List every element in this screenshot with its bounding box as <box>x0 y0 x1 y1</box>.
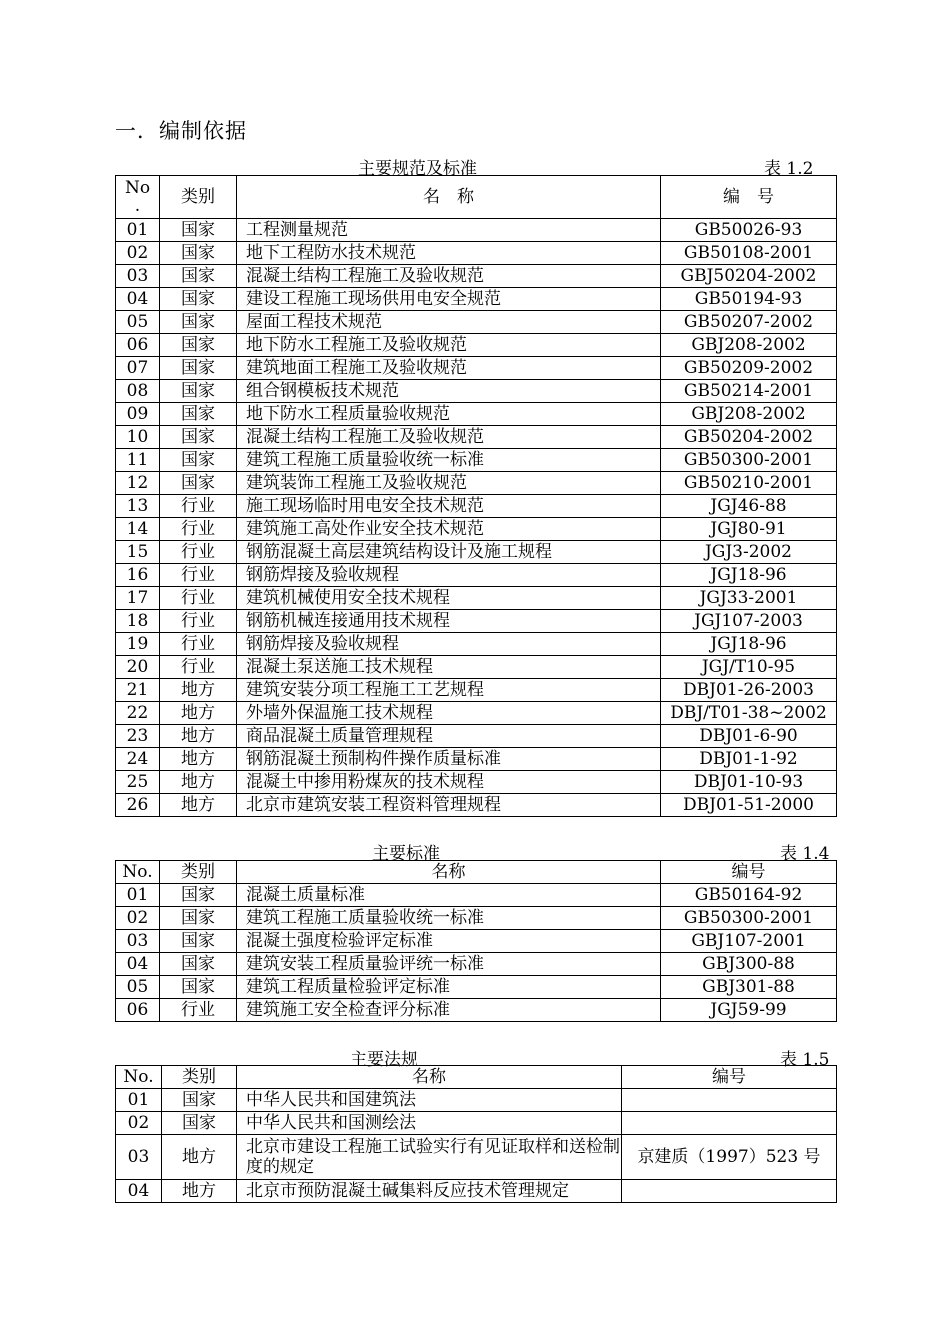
table3-header-no: No. <box>116 1066 162 1089</box>
cell-name: 建筑工程施工质量验收统一标准 <box>237 907 661 930</box>
cell-code: JGJ18-96 <box>661 633 837 656</box>
cell-type: 行业 <box>160 495 237 518</box>
table1-standards <box>115 175 837 817</box>
cell-type: 国家 <box>160 403 237 426</box>
table-row <box>116 288 837 311</box>
cell-code: JGJ33-2001 <box>661 587 837 610</box>
cell-name: 外墙外保温施工技术规程 <box>237 702 661 725</box>
cell-name: 建筑工程施工质量验收统一标准 <box>237 449 661 472</box>
table3-header-code: 编号 <box>622 1066 837 1089</box>
cell-code: GB50300-2001 <box>661 449 837 472</box>
table2-header-type: 类别 <box>160 861 237 884</box>
cell-no: 01 <box>116 1089 162 1112</box>
cell-name: 建筑安装分项工程施工工艺规程 <box>237 679 661 702</box>
cell-type: 行业 <box>160 610 237 633</box>
cell-type: 行业 <box>160 518 237 541</box>
cell-type: 国家 <box>160 907 237 930</box>
cell-no: 11 <box>116 449 160 472</box>
table-row <box>116 610 837 633</box>
table1-header-no-top: No <box>124 178 151 198</box>
cell-type: 国家 <box>160 357 237 380</box>
table1-body <box>116 219 837 817</box>
table2-body <box>116 884 837 1022</box>
table-row <box>116 587 837 610</box>
table-row <box>116 334 837 357</box>
cell-no: 17 <box>116 587 160 610</box>
table1-header-type: 类别 <box>160 176 237 219</box>
table3-regulations <box>115 1065 837 1203</box>
cell-name: 建筑地面工程施工及验收规范 <box>237 357 661 380</box>
cell-name: 北京市预防混凝土碱集料反应技术管理规定 <box>237 1180 622 1203</box>
table-row <box>116 242 837 265</box>
cell-code: JGJ/T10-95 <box>661 656 837 679</box>
cell-no: 09 <box>116 403 160 426</box>
cell-type: 国家 <box>160 472 237 495</box>
cell-code: GB50108-2001 <box>661 242 837 265</box>
cell-no: 04 <box>116 1180 162 1203</box>
section-heading: 一．编制依据 <box>115 119 247 143</box>
cell-type: 国家 <box>160 953 237 976</box>
table-row <box>116 725 837 748</box>
cell-no: 03 <box>116 930 160 953</box>
cell-name: 钢筋机械连接通用技术规程 <box>237 610 661 633</box>
table3-header-type: 类别 <box>162 1066 237 1089</box>
table-row <box>116 1135 837 1180</box>
table-row <box>116 426 837 449</box>
cell-name: 屋面工程技术规范 <box>237 311 661 334</box>
table-row <box>116 219 837 242</box>
table1-header-code: 编 号 <box>661 176 837 219</box>
table-row <box>116 1112 837 1135</box>
table-row <box>116 999 837 1022</box>
table-row <box>116 976 837 999</box>
cell-name: 中华人民共和国测绘法 <box>237 1112 622 1135</box>
cell-no: 15 <box>116 541 160 564</box>
cell-no: 05 <box>116 976 160 999</box>
table1-number: 表 1.2 <box>764 159 814 179</box>
cell-no: 12 <box>116 472 160 495</box>
cell-code: GB50300-2001 <box>661 907 837 930</box>
cell-code: GB50209-2002 <box>661 357 837 380</box>
cell-no: 22 <box>116 702 160 725</box>
cell-no: 19 <box>116 633 160 656</box>
cell-name: 工程测量规范 <box>237 219 661 242</box>
cell-no: 03 <box>116 1135 162 1180</box>
table-row <box>116 495 837 518</box>
cell-type: 地方 <box>160 794 237 817</box>
cell-name: 地下防水工程质量验收规范 <box>237 403 661 426</box>
table-row <box>116 380 837 403</box>
cell-no: 16 <box>116 564 160 587</box>
table-row <box>116 748 837 771</box>
cell-no: 04 <box>116 953 160 976</box>
cell-name: 建筑机械使用安全技术规程 <box>237 587 661 610</box>
cell-name: 商品混凝土质量管理规程 <box>237 725 661 748</box>
table2-header-row <box>116 861 837 884</box>
cell-no: 26 <box>116 794 160 817</box>
cell-no: 02 <box>116 242 160 265</box>
cell-type: 国家 <box>160 884 237 907</box>
cell-name: 混凝土泵送施工技术规程 <box>237 656 661 679</box>
cell-code: DBJ/T01-38~2002 <box>661 702 837 725</box>
table-row <box>116 449 837 472</box>
table3-header-name: 名称 <box>237 1066 622 1089</box>
cell-type: 国家 <box>160 288 237 311</box>
cell-no: 06 <box>116 999 160 1022</box>
table-row <box>116 930 837 953</box>
cell-name: 建筑装饰工程施工及验收规范 <box>237 472 661 495</box>
table1-header-no-bottom: . <box>134 196 141 216</box>
cell-name: 混凝土质量标准 <box>237 884 661 907</box>
cell-type: 行业 <box>160 633 237 656</box>
cell-type: 国家 <box>160 242 237 265</box>
cell-code: DBJ01-6-90 <box>661 725 837 748</box>
table1-header-name: 名 称 <box>237 176 661 219</box>
cell-type: 国家 <box>160 265 237 288</box>
table3-body <box>116 1089 837 1203</box>
table-row <box>116 564 837 587</box>
cell-no: 10 <box>116 426 160 449</box>
cell-type: 国家 <box>160 930 237 953</box>
table-row <box>116 907 837 930</box>
cell-name: 钢筋焊接及验收规程 <box>237 633 661 656</box>
cell-type: 行业 <box>160 564 237 587</box>
cell-code: JGJ46-88 <box>661 495 837 518</box>
table1-header-row <box>116 176 837 219</box>
cell-name: 钢筋混凝土预制构件操作质量标准 <box>237 748 661 771</box>
cell-code: GBJ208-2002 <box>661 403 837 426</box>
cell-code <box>622 1112 837 1135</box>
cell-type: 国家 <box>160 449 237 472</box>
cell-type: 地方 <box>160 771 237 794</box>
cell-code: DBJ01-10-93 <box>661 771 837 794</box>
cell-name: 混凝土中掺用粉煤灰的技术规程 <box>237 771 661 794</box>
cell-code: JGJ107-2003 <box>661 610 837 633</box>
cell-no: 25 <box>116 771 160 794</box>
cell-name: 地下工程防水技术规范 <box>237 242 661 265</box>
cell-no: 13 <box>116 495 160 518</box>
table-row <box>116 541 837 564</box>
cell-no: 24 <box>116 748 160 771</box>
cell-no: 02 <box>116 907 160 930</box>
cell-type: 国家 <box>160 380 237 403</box>
cell-code: 京建质（1997）523 号 <box>622 1135 837 1180</box>
cell-no: 14 <box>116 518 160 541</box>
cell-type: 国家 <box>160 219 237 242</box>
cell-type: 行业 <box>160 656 237 679</box>
cell-no: 01 <box>116 219 160 242</box>
cell-name: 混凝土结构工程施工及验收规范 <box>237 265 661 288</box>
cell-name: 建筑安装工程质量验评统一标准 <box>237 953 661 976</box>
table-row <box>116 403 837 426</box>
cell-code: GBJ50204-2002 <box>661 265 837 288</box>
cell-name: 中华人民共和国建筑法 <box>237 1089 622 1112</box>
table2-number: 表 1.4 <box>780 844 830 864</box>
cell-name: 地下防水工程施工及验收规范 <box>237 334 661 357</box>
table-row <box>116 1089 837 1112</box>
cell-no: 02 <box>116 1112 162 1135</box>
cell-name: 混凝土结构工程施工及验收规范 <box>237 426 661 449</box>
cell-type: 地方 <box>162 1180 237 1203</box>
cell-no: 21 <box>116 679 160 702</box>
table-row <box>116 702 837 725</box>
cell-name: 建筑施工安全检查评分标准 <box>237 999 661 1022</box>
cell-type: 国家 <box>160 976 237 999</box>
cell-type: 地方 <box>160 702 237 725</box>
cell-code: GB50164-92 <box>661 884 837 907</box>
cell-code: GBJ208-2002 <box>661 334 837 357</box>
cell-type: 行业 <box>160 541 237 564</box>
table-row <box>116 357 837 380</box>
cell-no: 07 <box>116 357 160 380</box>
cell-no: 03 <box>116 265 160 288</box>
cell-name: 建设工程施工现场供用电安全规范 <box>237 288 661 311</box>
cell-code: GB50207-2002 <box>661 311 837 334</box>
cell-type: 国家 <box>160 426 237 449</box>
cell-no: 01 <box>116 884 160 907</box>
table2-header-name: 名称 <box>237 861 661 884</box>
cell-name: 北京市建筑安装工程资料管理规程 <box>237 794 661 817</box>
table-row <box>116 311 837 334</box>
cell-no: 04 <box>116 288 160 311</box>
cell-no: 18 <box>116 610 160 633</box>
cell-name: 建筑工程质量检验评定标准 <box>237 976 661 999</box>
table2-caption: 主要标准 <box>372 844 440 864</box>
table2-standards <box>115 860 837 1022</box>
cell-type: 地方 <box>162 1135 237 1180</box>
cell-type: 国家 <box>160 311 237 334</box>
cell-code: DBJ01-51-2000 <box>661 794 837 817</box>
cell-type: 国家 <box>162 1089 237 1112</box>
cell-code: GB50026-93 <box>661 219 837 242</box>
cell-name: 钢筋混凝土高层建筑结构设计及施工规程 <box>237 541 661 564</box>
cell-code: JGJ3-2002 <box>661 541 837 564</box>
cell-type: 地方 <box>160 679 237 702</box>
cell-no: 08 <box>116 380 160 403</box>
table-row <box>116 472 837 495</box>
cell-type: 行业 <box>160 587 237 610</box>
cell-type: 地方 <box>160 748 237 771</box>
table-row <box>116 265 837 288</box>
table1-header-no <box>116 176 160 219</box>
cell-no: 23 <box>116 725 160 748</box>
cell-code: JGJ18-96 <box>661 564 837 587</box>
table-row <box>116 953 837 976</box>
table-row <box>116 518 837 541</box>
cell-code: GBJ301-88 <box>661 976 837 999</box>
cell-code: GBJ107-2001 <box>661 930 837 953</box>
cell-code <box>622 1180 837 1203</box>
cell-no: 05 <box>116 311 160 334</box>
cell-type: 行业 <box>160 999 237 1022</box>
cell-no: 06 <box>116 334 160 357</box>
cell-name: 建筑施工高处作业安全技术规范 <box>237 518 661 541</box>
cell-name: 钢筋焊接及验收规程 <box>237 564 661 587</box>
table-row <box>116 633 837 656</box>
cell-code: GB50204-2002 <box>661 426 837 449</box>
cell-name: 混凝土强度检验评定标准 <box>237 930 661 953</box>
table3-caption: 主要法规 <box>350 1050 418 1070</box>
cell-code: JGJ80-91 <box>661 518 837 541</box>
table-row <box>116 884 837 907</box>
cell-code: GB50194-93 <box>661 288 837 311</box>
table-row <box>116 679 837 702</box>
table3-header-row <box>116 1066 837 1089</box>
table2-header-no: No. <box>116 861 160 884</box>
cell-type: 国家 <box>162 1112 237 1135</box>
cell-code: GB50210-2001 <box>661 472 837 495</box>
table1-caption: 主要规范及标准 <box>358 159 477 179</box>
cell-code: GB50214-2001 <box>661 380 837 403</box>
cell-type: 地方 <box>160 725 237 748</box>
cell-no: 20 <box>116 656 160 679</box>
table-row <box>116 656 837 679</box>
cell-name: 北京市建设工程施工试验实行有见证取样和送检制度的规定 <box>237 1135 622 1180</box>
cell-type: 国家 <box>160 334 237 357</box>
cell-code <box>622 1089 837 1112</box>
table3-number: 表 1.5 <box>780 1050 830 1070</box>
cell-code: JGJ59-99 <box>661 999 837 1022</box>
cell-name: 组合钢模板技术规范 <box>237 380 661 403</box>
table-row <box>116 794 837 817</box>
cell-code: GBJ300-88 <box>661 953 837 976</box>
table-row <box>116 1180 837 1203</box>
cell-code: DBJ01-26-2003 <box>661 679 837 702</box>
table-row <box>116 771 837 794</box>
table2-header-code: 编号 <box>661 861 837 884</box>
cell-code: DBJ01-1-92 <box>661 748 837 771</box>
cell-name: 施工现场临时用电安全技术规范 <box>237 495 661 518</box>
